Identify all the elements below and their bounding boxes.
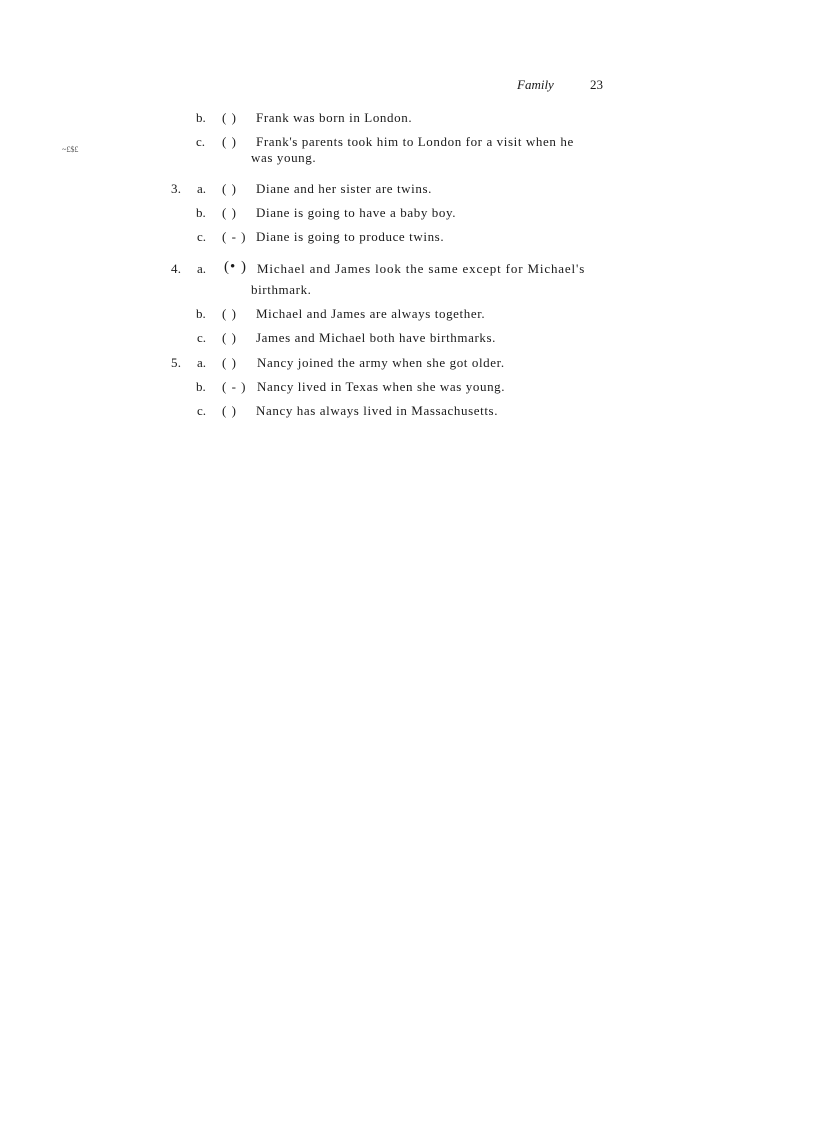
margin-mark: ~£$£ — [62, 145, 79, 154]
option-letter: b. — [196, 110, 206, 125]
statement-text: Diane is going to produce twins. — [256, 229, 445, 244]
answer-mark: ( ) — [222, 134, 237, 149]
question-number: 4. — [171, 261, 182, 276]
statement-text: Frank was born in London. — [256, 110, 413, 125]
statement-text: James and Michael both have birthmarks. — [256, 330, 497, 345]
statement-text: Michael and James are always together. — [256, 306, 486, 321]
option-letter: b. — [196, 205, 206, 220]
answer-mark: ( ) — [222, 181, 237, 196]
question-number: 5. — [171, 355, 182, 370]
answer-mark: ( ) — [222, 355, 237, 370]
answer-mark: ( ) — [222, 403, 237, 418]
question-number: 3. — [171, 181, 182, 196]
option-letter: b. — [196, 306, 206, 321]
statement-text-continued: birthmark. — [251, 282, 312, 297]
answer-mark: ( ) — [222, 205, 237, 220]
statement-text: Nancy has always lived in Massachusetts. — [256, 403, 499, 418]
option-letter: c. — [197, 229, 207, 244]
answer-mark: ( ) — [222, 330, 237, 345]
statement-text: Nancy lived in Texas when she was young. — [257, 379, 506, 394]
page-number: 23 — [590, 77, 603, 92]
answer-mark: ( ) — [222, 306, 237, 321]
answer-mark: ( - ) — [222, 379, 247, 394]
option-letter: c. — [196, 134, 206, 149]
statement-text: Frank's parents took him to London for a visit when he — [256, 134, 574, 149]
option-letter: a. — [197, 261, 207, 276]
answer-mark: ( - ) — [222, 229, 247, 244]
option-letter: c. — [197, 330, 207, 345]
option-letter: b. — [196, 379, 206, 394]
option-letter: a. — [197, 181, 207, 196]
answer-mark: ( ) — [222, 110, 237, 125]
statement-text: Diane is going to have a baby boy. — [256, 205, 457, 220]
running-header-title: Family — [517, 77, 554, 92]
statement-text-continued: was young. — [251, 150, 317, 165]
option-letter: c. — [197, 403, 207, 418]
statement-text: Nancy joined the army when she got older. — [257, 355, 505, 370]
statement-text: Diane and her sister are twins. — [256, 181, 432, 196]
statement-text: Michael and James look the same except for Michael's — [257, 261, 586, 276]
option-letter: a. — [197, 355, 207, 370]
answer-mark: (• ) — [224, 259, 247, 275]
